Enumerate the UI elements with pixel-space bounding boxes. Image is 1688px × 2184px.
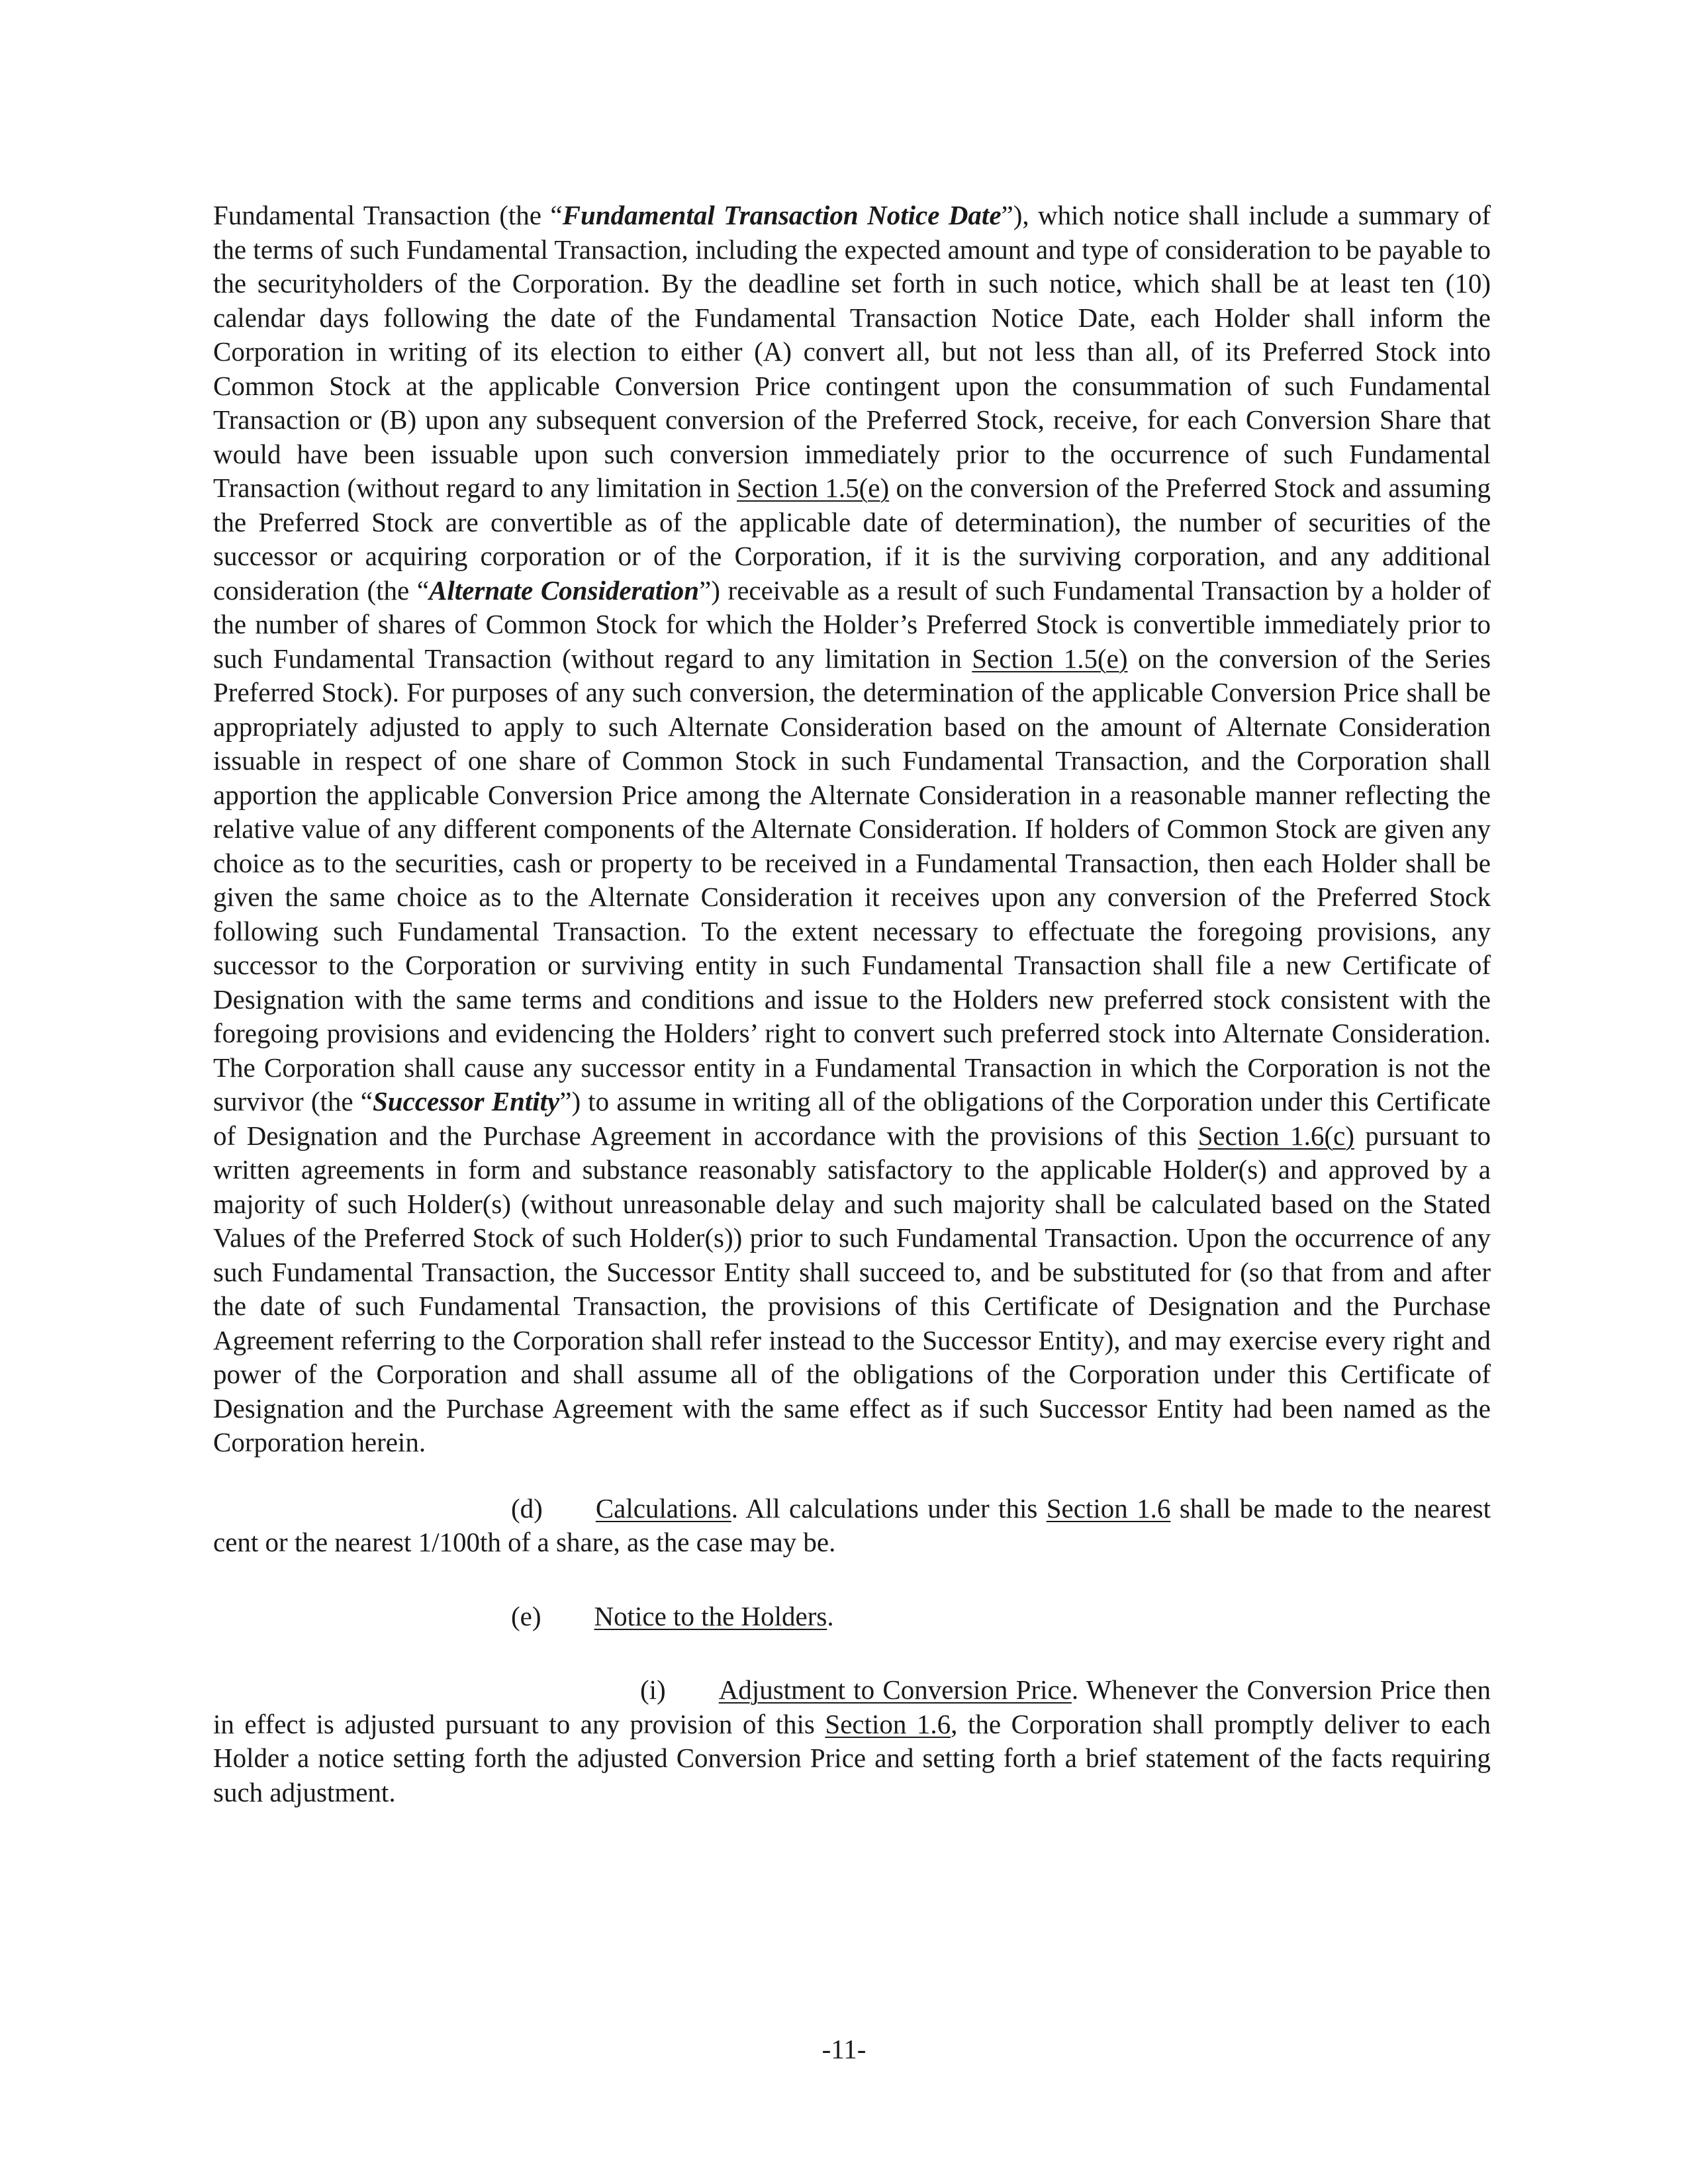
text-run: on the conversion of the Series Preferred Stock). For purposes of any such conversion, the determination of the applicable Conversion Price shall be appropriately adjusted to apply to such Alternate Consideration based on the amount of Alternate Consideration issuable in respect of one share of Common Stock in such Fundamental Transaction, and the Corporation shall apportion the applicable Conversion Price among the Alternate Consideration in a reasonable manner reflecting the relative value of any different components of the Alternate Consideration. If holders of Common Stock are given any choice as to the securities, cash or property to be received in a Fundamental Transaction, then each Holder shall be given the same choice as to the Alternate Consideration it receives upon any conversion of the Preferred Stock following such Fundamental Transaction. To the extent necessary to effectuate the foregoing provisions, any successor to the Corporation or surviving entity in such Fundamental Transaction shall file a new Certificate of Designation with the same terms and conditions and issue to the Holders new preferred stock consistent with the foregoing provisions and evidencing the Holders’ right to convert such preferred stock into Alternate Consideration. The Corporation shall cause any successor entity in a Fundamental Transaction in which the Corporation is not the survivor (the “ [213,643,1491,1116]
document-page [213,199,1491,1809]
section-d-calculations [213,1492,1491,1560]
text-run: . Whenever the Conversion Price then in effect is adjusted pursuant to any provision of this [213,1674,1491,1739]
fundamental-transaction-paragraph [213,199,1491,1460]
section-d-label: (d) [511,1492,543,1524]
page-number: -11- [821,2034,867,2064]
section-d-heading: Calculations [595,1492,731,1524]
defined-term-notice-date: Fundamental Transaction Notice Date [562,200,1002,230]
text-run: shall be made to the nearest cent or the nearest 1/100th of a share, as the case may be. [213,1492,1491,1557]
text-run: on the conversion of the Preferred Stock and assuming the Preferred Stock are convertible as of the applicable date of determination), the number of securities of the successor or acquiring corporation or of the Corporation, if it is the surviving corporation, and any additional consideration (the “ [213,473,1491,606]
section-e-i-label: (i) [640,1674,666,1705]
section-reference-1-6c: Section 1.6(c) [1197,1120,1354,1151]
section-e-i-heading: Adjustment to Conversion Price [718,1674,1072,1705]
section-reference-1-5e: Section 1.5(e) [736,473,890,503]
text-run: Fundamental Transaction (the “ [213,200,563,230]
text-run: pursuant to written agreements in form and substance reasonably satisfactory to the applicable Holder(s) and approved by a majority of such Holder(s) (without unreasonable delay and such majority shall be calculated based on the Stated Values of the Preferred Stock of such Holder(s)) prior to such Fundamental Transaction. Upon the occurrence of any such Fundamental Transaction, the Successor Entity shall succeed to, and be substituted for (so that from and after the date of such Fundamental Transaction, the provisions of this Certificate of Designation and the Purchase Agreement referring to the Corporation shall refer instead to the Successor Entity), and may exercise every right and power of the Corporation and shall assume all of the obligations of the Corporation under this Certificate of Designation and the Purchase Agreement with the same effect as if such Successor Entity had been named as the Corporation herein. [213,1120,1491,1457]
text-run: ”) to assume in writing all of the obligations of the Corporation under this Certificate of Designation and the Purchase Agreement in accordance with the provisions of this [213,1086,1491,1151]
text-run: ”) receivable as a result of such Fundamental Transaction by a holder of the number of shares of Common Stock for which the Holder’s Preferred Stock is convertible immediately prior to such Fundamental Transaction (without regard to any limitation in [213,574,1491,674]
section-reference-1-6: Section 1.6 [1046,1492,1171,1524]
defined-term-alternate-consideration: Alternate Consideration [429,574,700,606]
section-e-label: (e) [511,1600,541,1631]
text-run: , the Corporation shall promptly deliver to each Holder a notice setting forth the adjusted Conversion Price and setting forth a brief statement of the facts requiring such adjustment. [213,1708,1491,1807]
section-reference-1-6: Section 1.6 [825,1708,951,1739]
section-e-heading: Notice to the Holders [594,1600,827,1631]
text-run: . All calculations under this [731,1492,1047,1524]
text-run: . [827,1600,834,1631]
section-e-notice-to-holders [213,1600,1491,1634]
section-e-i-adjustment [213,1673,1491,1809]
defined-term-successor-entity: Successor Entity [372,1086,560,1116]
section-reference-1-5e: Section 1.5(e) [972,643,1128,674]
text-run: ”), which notice shall include a summary of the terms of such Fundamental Transaction, including the expected amount and type of consideration to be payable to the securityholders of the Corporation. By the deadline set forth in such notice, which shall be at least ten (10) calendar days following the date of the Fundamental Transaction Notice Date, each Holder shall inform the Corporation in writing of its election to either (A) convert all, but not less than all, of its Preferred Stock into Common Stock at the applicable Conversion Price contingent upon the consummation of such Fundamental Transaction or (B) upon any subsequent conversion of the Preferred Stock, receive, for each Conversion Share that would have been issuable upon such conversion immediately prior to the occurrence of such Fundamental Transaction (without regard to any limitation in [213,200,1491,503]
